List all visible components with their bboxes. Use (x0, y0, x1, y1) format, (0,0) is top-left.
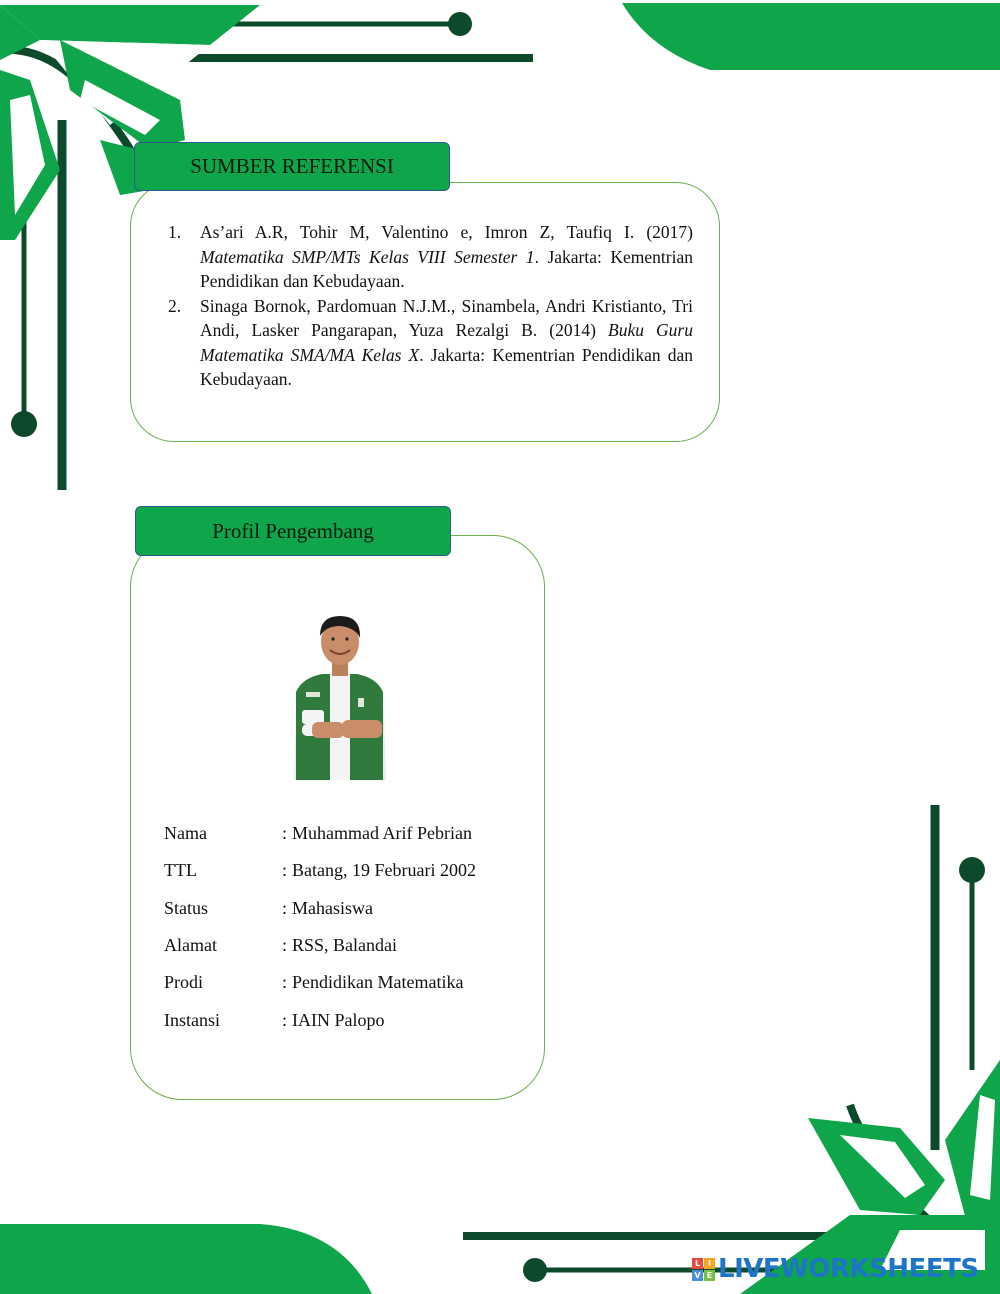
reference-publisher: . Jakarta: Kementrian Pendidikan dan Kebudayaan. (200, 344, 694, 389)
profile-separator: : (282, 935, 288, 955)
profile-row-birth (164, 858, 524, 882)
profile-value: Pendidikan Matematika (292, 972, 464, 992)
profile-value: Mahasiswa (292, 898, 373, 918)
developer-photo (282, 612, 397, 780)
reference-list (168, 220, 693, 392)
profile-label: TTL (164, 860, 197, 880)
liveworksheets-text: LIVEWORKSHEETS (718, 1254, 979, 1284)
reference-number: 2. (168, 295, 182, 316)
profile-separator: : (282, 823, 288, 843)
liveworksheets-logo[interactable] (692, 1254, 979, 1284)
profile-separator: : (282, 972, 288, 992)
profile-heading-text: Profil Pengembang (212, 518, 374, 543)
liveworksheets-icon (692, 1258, 715, 1281)
profile-heading (135, 506, 451, 556)
profile-row-address (164, 933, 524, 957)
profile-separator: : (282, 860, 288, 880)
profile-label: Prodi (164, 972, 204, 992)
reference-title: Matematika SMP/MTs Kelas VIII Semester 1 (200, 246, 535, 267)
profile-label: Status (164, 898, 209, 918)
references-heading-text: SUMBER REFERENSI (190, 154, 394, 178)
profile-row-institution (164, 1008, 524, 1032)
logo-letter: E (704, 1270, 715, 1281)
profile-label: Nama (164, 823, 207, 843)
profile-value: IAIN Palopo (292, 1010, 385, 1030)
profile-separator: : (282, 1010, 288, 1030)
logo-letter: V (692, 1270, 703, 1281)
references-heading (134, 142, 450, 191)
reference-authors: As’ari A.R, Tohir M, Valentino e, Imron Z, Taufiq I. (2017) (200, 222, 693, 242)
reference-title: Buku Guru Matematika SMA/MA Kelas X (200, 320, 693, 365)
reference-publisher: . Jakarta: Kementrian Pendidikan dan Kebudayaan. (200, 246, 694, 291)
profile-label: Instansi (164, 1010, 220, 1030)
bottom-left-blob (0, 1224, 372, 1294)
profile-separator: : (282, 898, 288, 918)
top-right-blob (622, 3, 1000, 70)
profile-label: Alamat (164, 935, 217, 955)
profile-value: Batang, 19 Februari 2002 (292, 860, 476, 880)
profile-row-program (164, 970, 524, 994)
profile-row-name (164, 821, 524, 845)
logo-letter: I (704, 1258, 715, 1269)
profile-value: Muhammad Arif Pebrian (292, 823, 472, 843)
logo-letter: L (692, 1258, 703, 1269)
reference-item (168, 294, 693, 392)
reference-authors: Sinaga Bornok, Pardomuan N.J.M., Sinambela, Andri Kristianto, Tri Andi, Lasker Pangarapan, Yuza Rezalgi B. (2014) (200, 295, 693, 340)
reference-number: 1. (168, 222, 182, 242)
profile-row-status (164, 896, 524, 920)
reference-item (168, 220, 693, 294)
profile-value: RSS, Balandai (292, 935, 398, 955)
